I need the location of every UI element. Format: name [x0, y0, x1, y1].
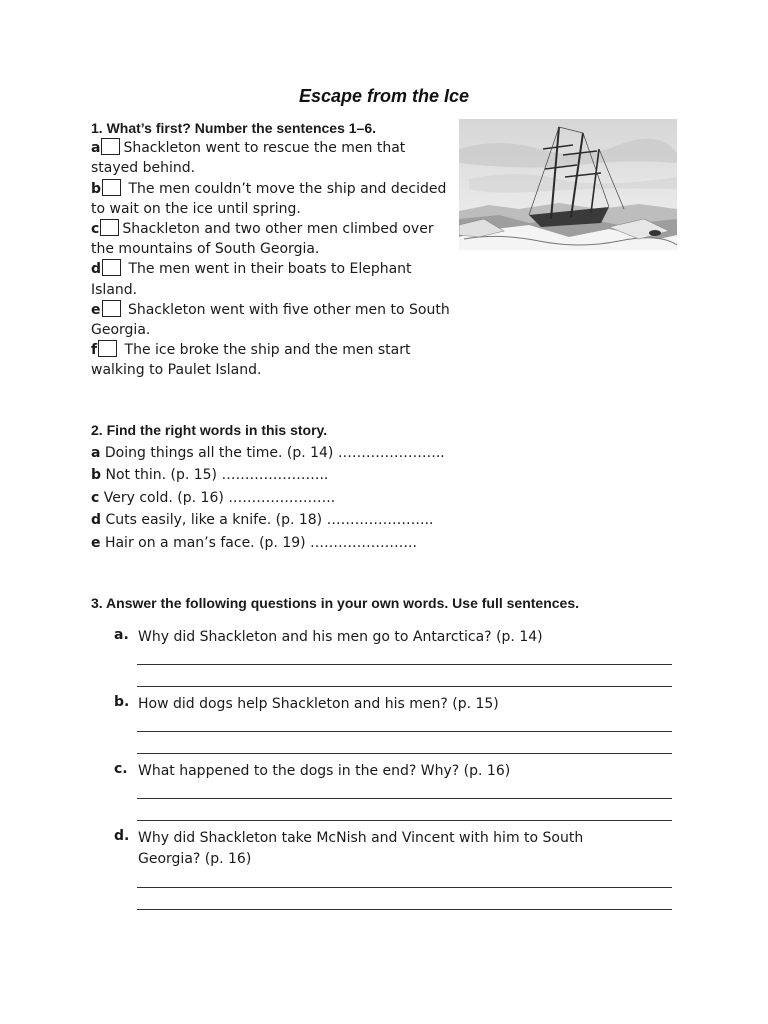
- item-letter: b.: [114, 694, 130, 710]
- list-item: [91, 138, 451, 178]
- item-text: Why did Shackleton and his men go to Antarctica? (p. 14): [138, 629, 543, 645]
- item-text: Cuts easily, like a knife. (p. 18) …………………..: [105, 512, 434, 528]
- list-item: [91, 509, 691, 532]
- answer-line[interactable]: [137, 731, 672, 732]
- item-text: The ice broke the ship and the men start walking to Paulet Island.: [91, 342, 411, 379]
- item-text: Shackleton went with five other men to South Georgia.: [91, 301, 450, 339]
- item-text: Very cold. (p. 16) …………………..: [103, 489, 336, 506]
- item-letter: a.: [114, 627, 129, 643]
- list-item: [91, 464, 691, 487]
- list-item: [91, 179, 451, 219]
- item-letter: a: [91, 140, 101, 157]
- answer-box[interactable]: [102, 300, 121, 317]
- list-item: [91, 442, 691, 465]
- item-text: What happened to the dogs in the end? Why? (p. 16): [138, 763, 511, 779]
- question-3-heading: 3. Answer the following questions in your own words. Use full sentences.: [91, 595, 579, 611]
- answer-line[interactable]: [137, 887, 672, 888]
- sailing-ship-icon: [459, 119, 677, 250]
- answer-box[interactable]: [102, 179, 121, 196]
- list-item: [91, 340, 451, 380]
- item-text: Shackleton and two other men climbed over the mountains of South Georgia.: [91, 221, 434, 258]
- answer-box[interactable]: [100, 219, 119, 236]
- answer-line[interactable]: [137, 909, 672, 910]
- question-2-heading: 2. Find the right words in this story.: [91, 422, 328, 438]
- item-text: Why did Shackleton take McNish and Vincent with him to South Georgia? (p. 16): [138, 830, 584, 867]
- item-letter: f: [91, 342, 98, 359]
- answer-box[interactable]: [102, 259, 121, 276]
- answer-line[interactable]: [137, 798, 672, 799]
- question-1-heading: 1. What’s first? Number the sentences 1–6.: [91, 120, 377, 136]
- item-letter: e: [91, 301, 101, 318]
- item-letter: d: [91, 512, 102, 528]
- list-item: [91, 532, 691, 555]
- answer-line[interactable]: [137, 686, 672, 687]
- question-1: [91, 118, 451, 381]
- item-letter: d: [91, 261, 102, 278]
- item-letter: c: [91, 489, 100, 506]
- answer-box[interactable]: [101, 138, 120, 155]
- item-letter: c.: [114, 761, 128, 777]
- answer-line[interactable]: [137, 664, 672, 665]
- list-item: [91, 487, 691, 510]
- item-letter: b: [91, 467, 102, 483]
- item-text: Hair on a man’s face. (p. 19) …………………..: [104, 534, 417, 551]
- item-text: The men couldn’t move the ship and decided to wait on the ice until spring.: [91, 180, 447, 217]
- item-text: Doing things all the time. (p. 14) …………………..: [104, 444, 445, 461]
- page-title: Escape from the Ice: [298, 86, 470, 106]
- answer-box[interactable]: [98, 340, 117, 357]
- item-letter: b: [91, 180, 102, 197]
- answer-line[interactable]: [137, 753, 672, 754]
- answer-line[interactable]: [137, 820, 672, 821]
- question-2: [91, 419, 691, 554]
- item-text: How did dogs help Shackleton and his men? (p. 15): [138, 696, 499, 712]
- list-item: [91, 259, 451, 299]
- item-text: Shackleton went to rescue the men that stayed behind.: [91, 140, 406, 177]
- item-text: Not thin. (p. 15) …………………..: [105, 467, 329, 483]
- ship-illustration: [459, 119, 677, 250]
- item-letter: c: [91, 221, 100, 238]
- list-item: [91, 300, 451, 340]
- item-letter: d.: [114, 828, 130, 844]
- item-letter: a: [91, 444, 101, 461]
- item-letter: e: [91, 534, 101, 551]
- list-item: [91, 219, 451, 259]
- item-text: The men went in their boats to Elephant Island.: [91, 261, 412, 298]
